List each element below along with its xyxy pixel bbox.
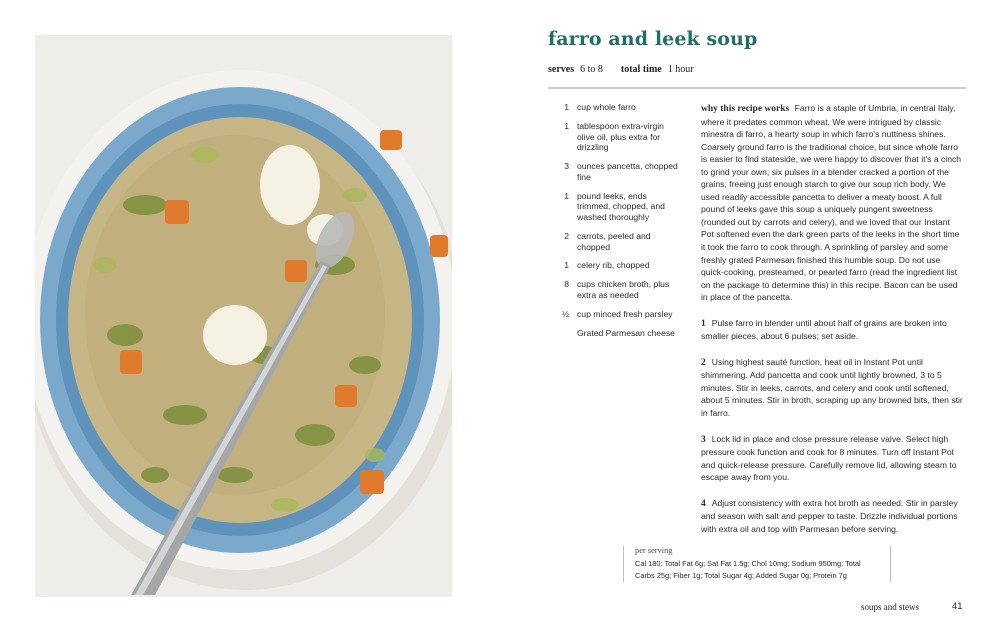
- step-number: 1: [701, 318, 706, 329]
- nutrition-label: per serving: [635, 546, 673, 555]
- ingredient-qty: 1: [564, 102, 569, 112]
- ingredient-item: [548, 102, 680, 113]
- serves-value: 6 to 8: [580, 64, 603, 75]
- ingredient-item: [548, 328, 680, 339]
- ingredient-qty: ½: [561, 309, 569, 320]
- method-column: [701, 102, 965, 535]
- time-value: 1 hour: [667, 64, 694, 75]
- ingredient-item: [548, 309, 680, 320]
- step-text: Using highest sauté function, heat oil in Instant Pot until shimmering. Add pancetta and cook until lightly browned, 3 to 5 minutes. Stir in leeks, carrots, and celery and cook until softened, about 5 minutes. Stir in broth, scraping up any browned bits, then stir in farro.: [701, 356, 963, 419]
- ingredient-qty: [548, 328, 577, 339]
- ingredient-text: Grated Parmesan cheese: [577, 328, 675, 339]
- ingredient-qty: 1: [564, 120, 569, 131]
- ingredients-list: [548, 102, 680, 347]
- why-text: Farro is a staple of Umbria, in central Italy, where it predates common wheat. We were intrigued by classic minestra di farro, a hearty soup in which farro's nuttiness shines. Coarsely ground farro is the traditional choice, but since whole farro is easier to find stateside, we were happy to discover that it's a cinch to grind your own; six pulses in a blender cracked a portion of the grains, freeing just enough starch to give our soup rich body. We used readily accessible pancetta to deliver a meaty boost. A full pound of leeks gave this soup a uniquely pungent sweetness (rounded out by carrots and celery), and we loved that our Instant Pot softened even the dark green parts of the leeks in the short time it took the farro to cook through. A sprinkling of parsley and some freshly grated Parmesan finished this humble soup. Do not use quick-cooking, presteamed, or pearled farro (read the ingredient list on the package to determine this) in this recipe. Bacon can be used in place of the pancetta.: [701, 103, 962, 303]
- ingredient-text: cup whole farro: [577, 102, 636, 112]
- ingredient-qty: 8: [564, 279, 569, 290]
- nutrition-box: [623, 546, 891, 582]
- step-text: Pulse farro in blender until about half of grains are broken into smaller pieces, about 6 pulses; set aside.: [701, 317, 947, 342]
- page-number: 41: [952, 601, 963, 612]
- step-text: Adjust consistency with extra hot broth as needed. Stir in parsley and season with salt and pepper to taste. Drizzle individual portions with extra oil and top with Parmesan before serving.: [701, 497, 958, 534]
- ingredient-text: carrots, peeled and chopped: [577, 230, 651, 252]
- ingredient-text: celery rib, chopped: [577, 260, 650, 271]
- ingredient-item: [548, 260, 680, 271]
- ingredient-qty: 1: [564, 190, 569, 201]
- nutrition-values: Cal 180; Total Fat 6g; Sat Fat 1.5g; Chol 10mg; Sodium 950mg; Total Carbs 25g; Fiber 1g; Total Sugar 4g; Added Sugar 0g; Protein 7g: [635, 559, 861, 580]
- soup-bowl-illustration: [35, 35, 452, 597]
- ingredient-qty: 1: [564, 260, 569, 271]
- recipe-title: farro and leek soup: [548, 28, 758, 50]
- step-number: 3: [701, 434, 706, 445]
- serves-label: serves: [548, 64, 575, 75]
- time-label: total time: [620, 64, 662, 75]
- step-item: [701, 317, 965, 343]
- why-paragraph: [701, 102, 965, 304]
- ingredient-item: [548, 121, 680, 153]
- ingredient-item: [548, 191, 680, 223]
- step-item: [701, 356, 965, 420]
- ingredient-text: ounces pancetta, chopped fine: [577, 161, 678, 182]
- step-number: 4: [701, 498, 706, 509]
- ingredient-item: [548, 279, 680, 300]
- ingredient-qty: 3: [564, 161, 569, 172]
- title-divider: [548, 87, 966, 89]
- step-item: [701, 497, 965, 536]
- step-text: Lock lid in place and close pressure release valve. Select high pressure cook function and cook for 8 minutes. Turn off Instant Pot and quick-release pressure. Carefully remove lid, allowing steam to escape away from you.: [701, 433, 957, 483]
- ingredient-item: [548, 231, 680, 252]
- ingredient-text: tablespoon extra-virgin olive oil, plus extra for drizzling: [577, 120, 664, 153]
- ingredient-text: cup minced fresh parsley: [577, 309, 673, 320]
- why-heading: why this recipe works: [701, 104, 790, 114]
- ingredient-text: cups chicken broth, plus extra as needed: [577, 279, 670, 301]
- ingredient-qty: 2: [564, 230, 569, 241]
- ingredient-text: pound leeks, ends trimmed, chopped, and washed thoroughly: [577, 190, 665, 222]
- ingredient-item: [548, 161, 680, 182]
- footer-section-name: soups and stews: [861, 602, 919, 612]
- step-item: [701, 433, 965, 484]
- recipe-meta: [548, 64, 694, 75]
- step-number: 2: [701, 357, 706, 368]
- soup-photo: [35, 35, 452, 597]
